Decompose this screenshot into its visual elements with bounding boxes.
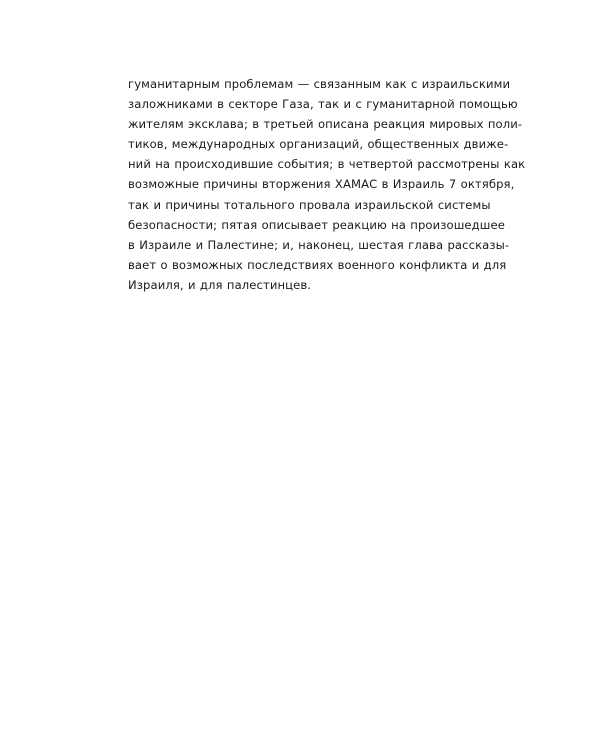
text-line: ний на происходившие события; в четвертой рассмотрены как xyxy=(128,157,526,172)
text-line: жителям эксклава; в третьей описана реакция мировых поли- xyxy=(128,117,523,132)
body-paragraph xyxy=(128,74,526,295)
text-line: заложниками в секторе Газа, так и с гуманитарной помощью xyxy=(128,97,518,112)
text-line: в Израиле и Палестине; и, наконец, шестая глава рассказы- xyxy=(128,237,510,252)
text-line: возможные причины вторжения ХАМАС в Израиль 7 октября, xyxy=(128,177,515,192)
text-line: гуманитарным проблемам — связанным как с израильскими xyxy=(128,77,511,91)
text-line: так и причины тотального провала израильской системы xyxy=(128,197,491,212)
text-line: вает о возможных последствиях военного конфликта и для xyxy=(128,257,507,272)
text-line: тиков, международных организаций, общественных движе- xyxy=(128,137,509,152)
text-line: безопасности; пятая описывает реакцию на произошедшее xyxy=(128,217,505,232)
text-line: Израиля, и для палестинцев. xyxy=(128,277,312,292)
